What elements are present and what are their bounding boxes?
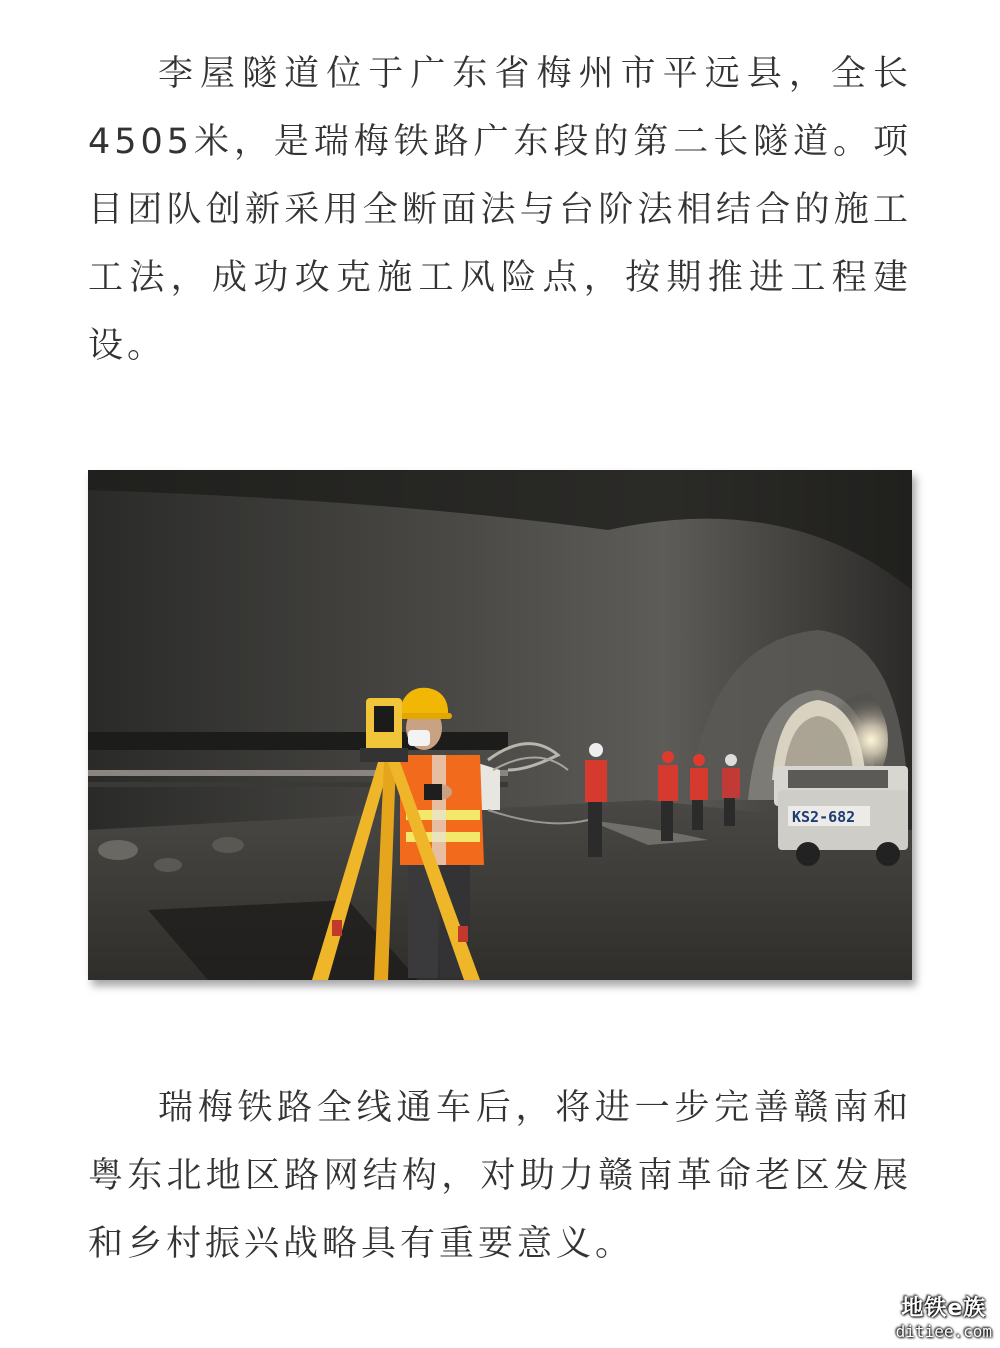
site-watermark [896, 1296, 992, 1342]
paragraph-conclusion: 瑞梅铁路全线通车后，将进一步完善赣南和粤东北地区路网结构，对助力赣南革命老区发展和乡村振兴战略具有重要意义。 [88, 1088, 912, 1264]
paragraph-intro: 李屋隧道位于广东省梅州市平远县，全长4505米，是瑞梅铁路广东段的第二长隧道。项目团队创新采用全断面法与台阶法相结合的施工工法，成功攻克施工风险点，按期推进工程建设。 [88, 54, 912, 366]
watermark-domain: ditiee.com [895, 1322, 992, 1341]
tunnel-photo [88, 470, 912, 980]
watermark-brand: 地铁e族 [901, 1296, 987, 1321]
truck-plate: KS2-682 [792, 808, 856, 826]
